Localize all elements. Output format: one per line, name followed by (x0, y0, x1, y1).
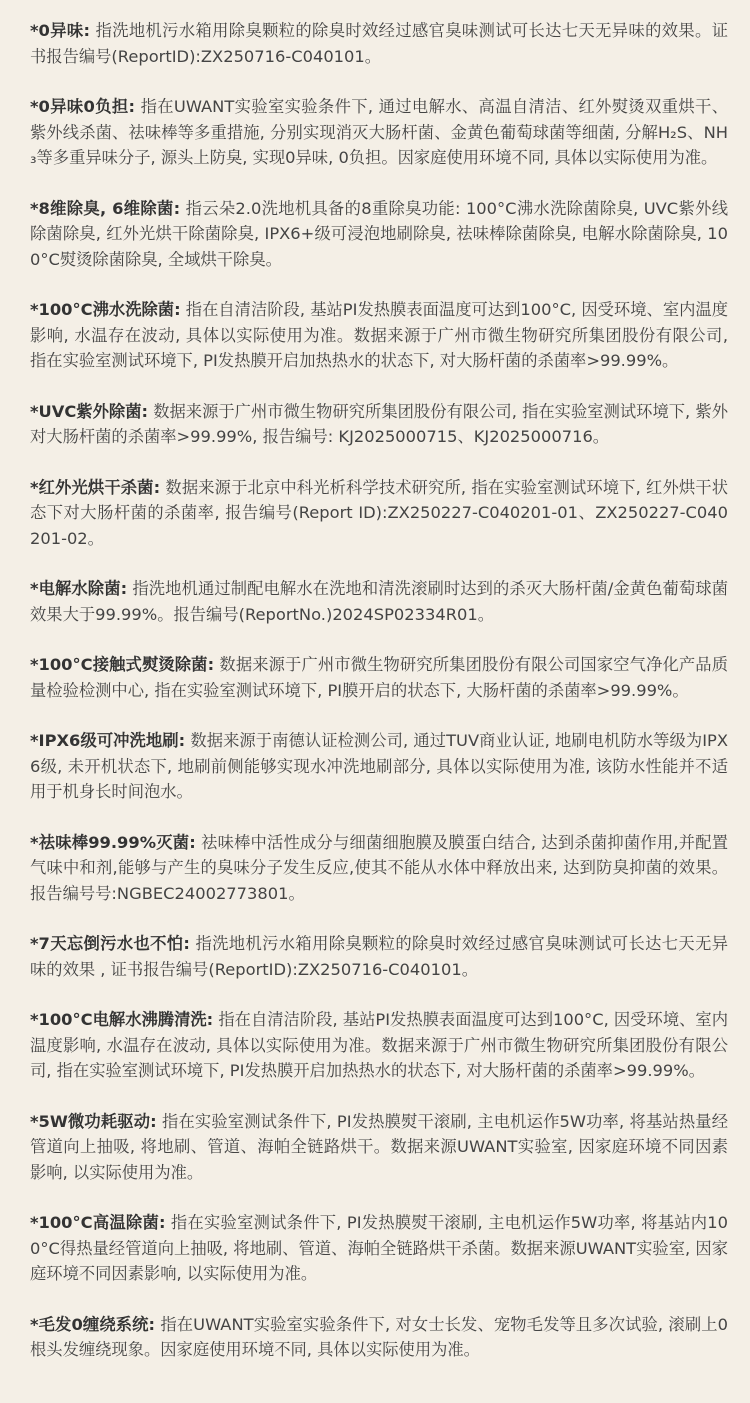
note-body: 指洗地机污水箱用除臭颗粒的除臭时效经过感官臭味测试可长达七天无异味的效果 , 证书报告编号(ReportID):ZX250716-C040101。 (30, 934, 728, 979)
note-body: 指在实验室测试条件下, PI发热膜熨干滚刷, 主电机运作5W功率, 将基站内100°C得热量经管道向上抽吸, 将地刷、管道、海帕全链路烘干杀菌。数据来源UWANT实验室, 因家庭环境不同因素影响, 以实际使用为准。 (30, 1213, 728, 1283)
note-boiling-water (30, 297, 728, 374)
note-title: *100°C高温除菌: (30, 1213, 166, 1232)
note-infrared (30, 475, 728, 552)
note-body: 指在自清洁阶段, 基站PI发热膜表面温度可达到100°C, 因受环境、室内温度影响, 水温存在波动, 具体以实际使用为准。数据来源于广州市微生物研究所集团股份有限公司, 指在实验室测试环境下, PI发热膜开启加热热水的状态下, 对大肠杆菌的杀菌率>99.99%。 (30, 1010, 728, 1080)
note-title: *100°C接触式熨烫除菌: (30, 655, 215, 674)
note-title: *祛味棒99.99%灭菌: (30, 832, 196, 852)
note-title: *7天忘倒污水也不怕: (30, 934, 190, 953)
note-contact-ironing (30, 652, 728, 703)
note-body: 指在自清洁阶段, 基站PI发热膜表面温度可达到100°C, 因受环境、室内温度影响, 水温存在波动, 具体以实际使用为准。数据来源于广州市微生物研究所集团股份有限公司, 指在实验室测试环境下, PI发热膜开启加热热水的状态下, 对大肠杆菌的杀菌率>99.99%。 (30, 300, 728, 370)
note-uvc (30, 399, 728, 450)
note-title: *0异味0负担: (30, 97, 136, 116)
note-body: 数据来源于北京中科光析科学技术研究所, 指在实验室测试环境下, 红外烘干状态下对大肠杆菌的杀菌率, 报告编号(Report ID):ZX250227-C040201-01、ZX250227-C040201-02。 (30, 477, 728, 548)
note-seven-days (30, 931, 728, 982)
note-body: 指在实验室测试条件下, PI发热膜熨干滚刷, 主电机运作5W功率, 将基站热量经管道向上抽吸, 将地刷、管道、海帕全链路烘干。数据来源UWANT实验室, 因家庭环境不同因素影响, 以实际使用为准。 (30, 1111, 728, 1182)
note-body: 数据来源于广州市微生物研究所集团股份有限公司国家空气净化产品质量检验检测中心, 指在实验室测试环境下, PI膜开启的状态下, 大肠杆菌的杀菌率>99.99%。 (30, 655, 728, 700)
note-body: 数据来源于南德认证检测公司, 通过TUV商业认证, 地刷电机防水等级为IPX6级, 未开机状态下, 地刷前侧能够实现水冲洗地刷部分, 具体以实际使用为准, 该防水性能并不适用于机身长时间泡水。 (30, 731, 728, 801)
note-title: *UVC紫外除菌: (30, 401, 148, 421)
note-body: 祛味棒中活性成分与细菌细胞膜及膜蛋白结合, 达到杀菌抑菌作用,并配置气味中和剂,能够与产生的臭味分子发生反应,使其不能从水体中释放出来, 达到防臭抑菌的效果。报告编号号:NGBEC24002773801。 (30, 832, 728, 903)
note-body: 指洗地机污水箱用除臭颗粒的除臭时效经过感官臭味测试可长达七天无异味的效果。证书报告编号(ReportID):ZX250716-C040101。 (30, 21, 728, 66)
note-title: *毛发0缠绕系统: (30, 1314, 156, 1334)
note-title: *红外光烘干杀菌: (30, 477, 161, 497)
note-electrolyzed-water (30, 576, 728, 627)
note-no-odor-no-burden (30, 94, 728, 171)
note-body: 指云朵2.0洗地机具备的8重除臭功能: 100°C沸水洗除菌除臭, UVC紫外线除菌除臭, 红外光烘干除菌除臭, IPX6+级可浸泡地刷除臭, 祛味棒除菌除臭, 电解水除菌除臭, 100°C熨烫除菌除臭, 全域烘干除臭。 (30, 198, 728, 269)
note-hair-tangle (30, 1312, 728, 1363)
note-title: *100°C电解水沸腾清洗: (30, 1010, 214, 1029)
note-body: 数据来源于广州市微生物研究所集团股份有限公司, 指在实验室测试环境下, 紫外对大肠杆菌的杀菌率>99.99%, 报告编号: KJ2025000715、KJ2025000716。 (30, 401, 728, 446)
note-5w-drive (30, 1109, 728, 1186)
note-title: *8维除臭, 6维除菌: (30, 198, 181, 218)
note-title: *电解水除菌: (30, 579, 128, 598)
note-deodorize-sterilize (30, 196, 728, 273)
note-ipx6 (30, 728, 728, 805)
note-body: 指在UWANT实验室实验条件下, 对女士长发、宠物毛发等且多次试验, 滚刷上0根头发缠绕现象。因家庭使用环境不同, 具体以实际使用为准。 (30, 1314, 728, 1359)
note-body: 指洗地机通过制配电解水在洗地和清洗滚刷时达到的杀灭大肠杆菌/金黄色葡萄球菌效果大于99.99%。报告编号(ReportNo.)2024SP02334R01。 (30, 579, 729, 624)
note-title: *IPX6级可冲洗地刷: (30, 731, 186, 750)
note-title: *0异味: (30, 21, 91, 40)
note-title: *5W微功耗驱动: (30, 1111, 157, 1131)
note-high-temp (30, 1210, 728, 1287)
note-body: 指在UWANT实验室实验条件下, 通过电解水、高温自清洁、红外熨烫双重烘干、紫外线杀菌、祛味棒等多重措施, 分别实现消灭大肠杆菌、金黄色葡萄球菌等细菌, 分解H₂S、NH₃等多重异味分子, 源头上防臭, 实现0异味, 0负担。因家庭使用环境不同, 具体以实际使用为准。 (30, 97, 728, 167)
note-no-odor (30, 18, 728, 69)
note-title: *100°C沸水洗除菌: (30, 300, 181, 319)
note-deodorant-stick (30, 830, 728, 907)
note-boiling-electrolyzed (30, 1007, 728, 1084)
